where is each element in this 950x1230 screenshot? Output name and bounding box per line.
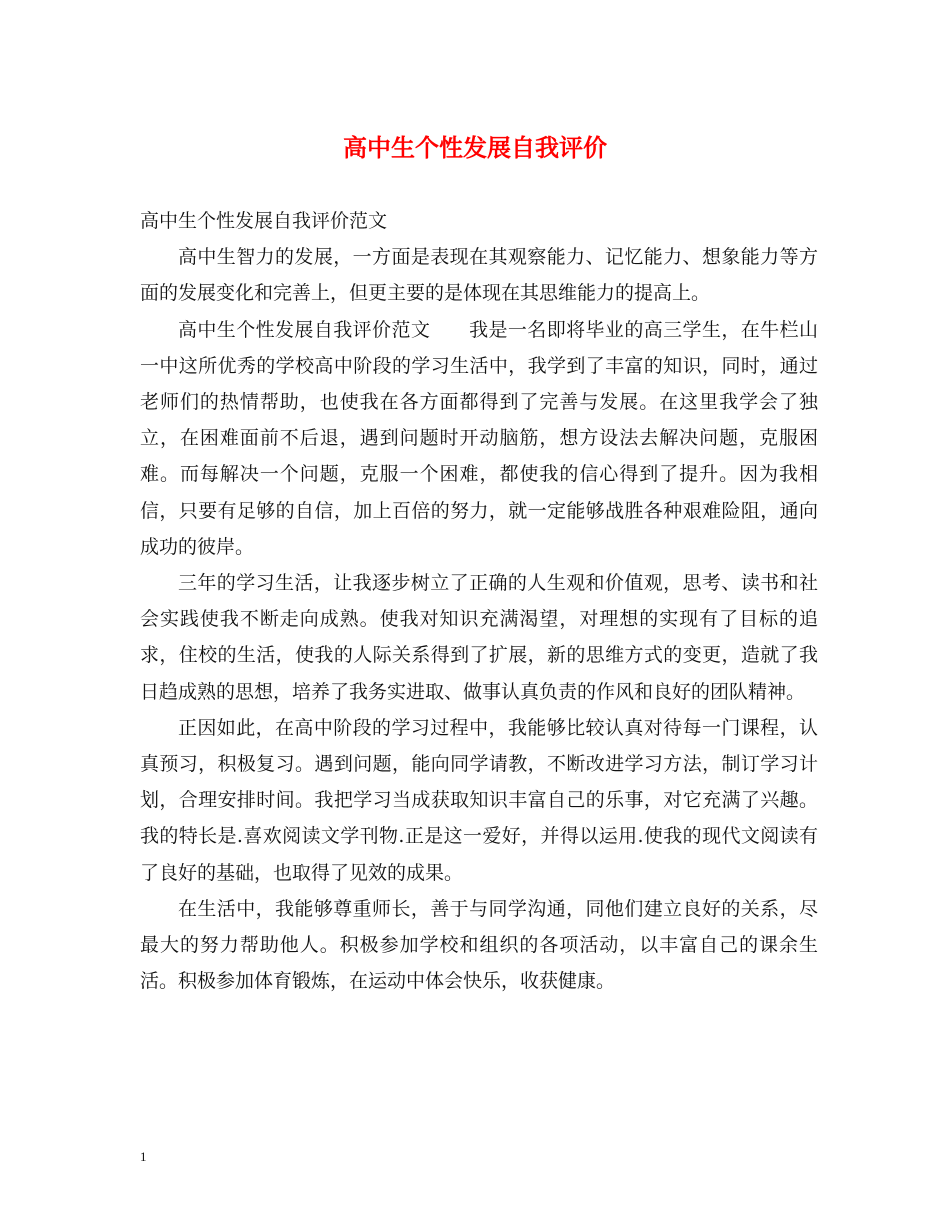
document-body — [140, 203, 818, 999]
paragraph-3: 三年的学习生活，让我逐步树立了正确的人生观和价值观，思考、读书和社会实践使我不断走向成熟。使我对知识充满渴望，对理想的实现有了目标的追求，住校的生活，使我的人际关系得到了扩展，新的思维方式的变更，造就了我日趋成熟的思想，培养了我务实进取、做事认真负责的作风和良好的团队精神。 — [140, 572, 818, 703]
document-title: 高中生个性发展自我评价 — [343, 133, 607, 162]
paragraph-4: 正因如此，在高中阶段的学习过程中，我能够比较认真对待每一门课程，认真预习，积极复习。遇到问题，能向同学请教，不断改进学习方法，制订学习计划，合理安排时间。我把学习当成获取知识丰富自己的乐事，对它充满了兴趣。我的特长是.喜欢阅读文学刊物.正是这一爱好，并得以运用.使我的现代文阅读有了良好的基础，也取得了见效的成果。 — [140, 716, 818, 884]
document-subtitle: 高中生个性发展自我评价范文 — [140, 210, 388, 232]
paragraph-1: 高中生智力的发展，一方面是表现在其观察能力、记忆能力、想象能力等方面的发展变化和完善上，但更主要的是体现在其思维能力的提高上。 — [140, 246, 818, 305]
paragraph-5: 在生活中，我能够尊重师长，善于与同学沟通，同他们建立良好的关系，尽最大的努力帮助他人。积极参加学校和组织的各项活动，以丰富自己的课余生活。积极参加体育锻炼，在运动中体会快乐，收获健康。 — [140, 897, 818, 993]
page-number: 1 — [140, 1149, 147, 1164]
paragraph-2: 高中生个性发展自我评价范文 我是一名即将毕业的高三学生，在牛栏山一中这所优秀的学校高中阶段的学习生活中，我学到了丰富的知识，同时，通过老师们的热情帮助，也使我在各方面都得到了完善与发展。在这里我学会了独立，在困难面前不后退，遇到问题时开动脑筋，想方设法去解决问题，克服困难。而每解决一个问题，克服一个困难，都使我的信心得到了提升。因为我相信，只要有足够的自信，加上百倍的努力，就一定能够战胜各种艰难险阻，通向成功的彼岸。 — [140, 318, 818, 558]
